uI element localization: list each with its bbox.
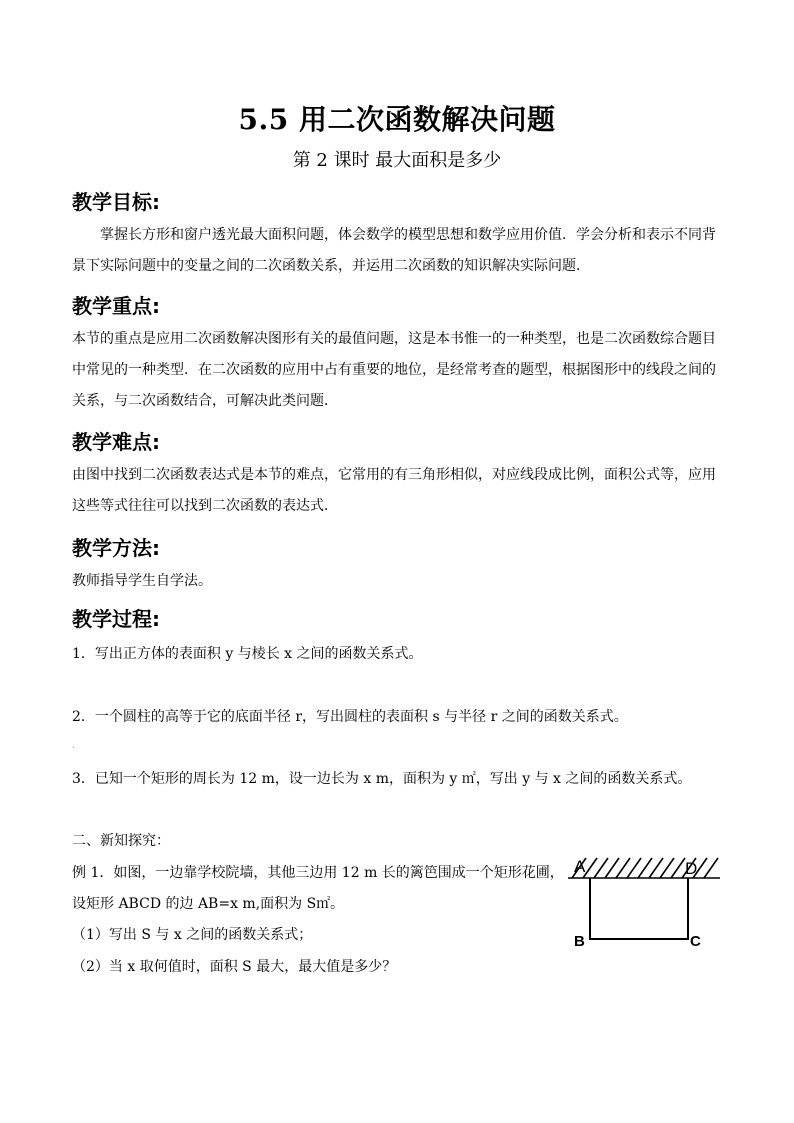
page-subtitle: 第 2 课时 最大面积是多少 [292,150,502,171]
label-b: B [574,933,585,950]
example-question-2: （2）当 x 取何值时，面积 S 最大，最大值是多少？ [72,959,397,975]
label-d: D [685,859,698,878]
page-title: 5.5 用二次函数解决问题 [238,103,556,136]
process-item-2: 2．一个圆柱的高等于它的底面半径 r，写出圆柱的表面积 s 与半径 r 之间的函数关系式。 [72,709,628,725]
fence-outline [590,878,688,939]
heading-difficulties: 教学难点: [72,430,160,454]
objectives-text: 掌握长方形和窗户透光最大面积问题，体会数学的模型思想和数学应用价值．学会分析和表示不同背景下实际问题中的变量之间的二次函数关系，并运用二次函数的知识解决实际问题． [72,227,716,274]
example-line-1: 例 1．如图，一边靠学校院墙，其他三边用 12 m 长的篱笆围成一个矩形花圃， [72,865,564,881]
heading-objectives: 教学目标: [72,190,160,214]
rectangle-garden-figure [560,852,730,957]
label-c: C [690,933,701,950]
explore-heading: 二、新知探究： [72,833,170,849]
difficulties-text: 由图中找到二次函数表达式是本节的难点，它常用的有三角形相似，对应线段成比例，面积公式等，应用这些等式往往可以找到二次函数的表达式． [72,467,716,514]
heading-process: 教学过程: [72,607,160,631]
stray-marker: . [72,740,76,751]
heading-key-points: 教学重点: [72,294,160,318]
key-points-text: 本节的重点是应用二次函数解决图形有关的最值问题，这是本书惟一的一种类型，也是二次函数综合题目中常见的一种类型．在二次函数的应用中占有重要的地位，是经常考查的题型，根据图形中的线段之间的关系，与二次函数结合，可解决此类问题． [72,331,716,409]
example-line-2: 设矩形 ABCD 的边 AB=x m,面积为 S㎡。 [72,896,345,912]
process-item-1: 1．写出正方体的表面积 y 与棱长 x 之间的函数关系式。 [72,646,423,662]
example-question-1: （1）写出 S 与 x 之间的函数关系式； [72,927,313,943]
methods-text: 教师指导学生自学法。 [72,573,212,589]
process-item-3: 3．已知一个矩形的周长为 12 m，设一边长为 x m，面积为 y ㎡，写出 y 与 x 之间的函数关系式。 [72,771,692,787]
heading-methods: 教学方法: [72,536,160,560]
label-a: A [574,857,586,876]
